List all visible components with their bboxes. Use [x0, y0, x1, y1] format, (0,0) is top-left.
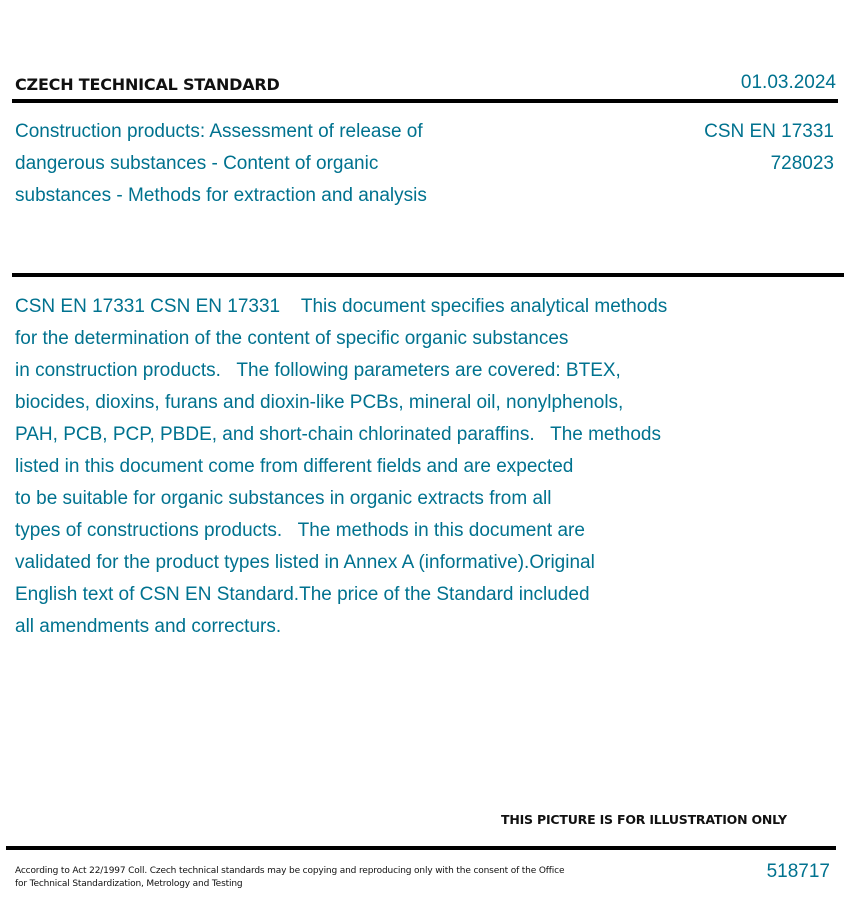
description-line: validated for the product types listed in Annex A (informative).Original [15, 552, 595, 573]
catalog-number: 728023 [770, 153, 834, 174]
copyright-notice [15, 865, 564, 891]
standard-codes [704, 116, 834, 180]
document-number: 518717 [766, 861, 830, 882]
standard-description [15, 291, 775, 643]
standard-code: CSN EN 17331 [704, 121, 834, 142]
copyright-line: According to Act 22/1997 Coll. Czech technical standards may be copying and reproducing only with the consent of the Office [15, 866, 565, 876]
standard-type-label: CZECH TECHNICAL STANDARD [15, 75, 280, 94]
title-divider [12, 273, 844, 277]
description-line: to be suitable for organic substances in organic extracts from all [15, 488, 552, 509]
footer-divider [6, 846, 836, 850]
publication-date: 01.03.2024 [740, 72, 836, 93]
description-line: PAH, PCB, PCP, PBDE, and short-chain chlorinated paraffins. The methods [15, 424, 661, 445]
description-line: CSN EN 17331 CSN EN 17331 This document specifies analytical methods [15, 296, 668, 317]
description-line: types of constructions products. The methods in this document are [15, 520, 585, 541]
description-line: for the determination of the content of specific organic substances [15, 328, 569, 349]
description-line: all amendments and correcturs. [15, 616, 282, 637]
standard-title: Construction products: Assessment of release of dangerous substances - Content of organic substances - Methods for extraction and analysis [15, 121, 427, 206]
illustration-disclaimer: THIS PICTURE IS FOR ILLUSTRATION ONLY [501, 812, 787, 827]
description-line: listed in this document come from different fields and are expected [15, 456, 574, 477]
description-line: in construction products. The following parameters are covered: BTEX, [15, 360, 621, 381]
header-divider [12, 99, 838, 103]
description-line: biocides, dioxins, furans and dioxin-like PCBs, mineral oil, nonylphenols, [15, 392, 624, 413]
copyright-line: for Technical Standardization, Metrology and Testing [15, 879, 243, 889]
description-line: English text of CSN EN Standard.The price of the Standard included [15, 584, 590, 605]
